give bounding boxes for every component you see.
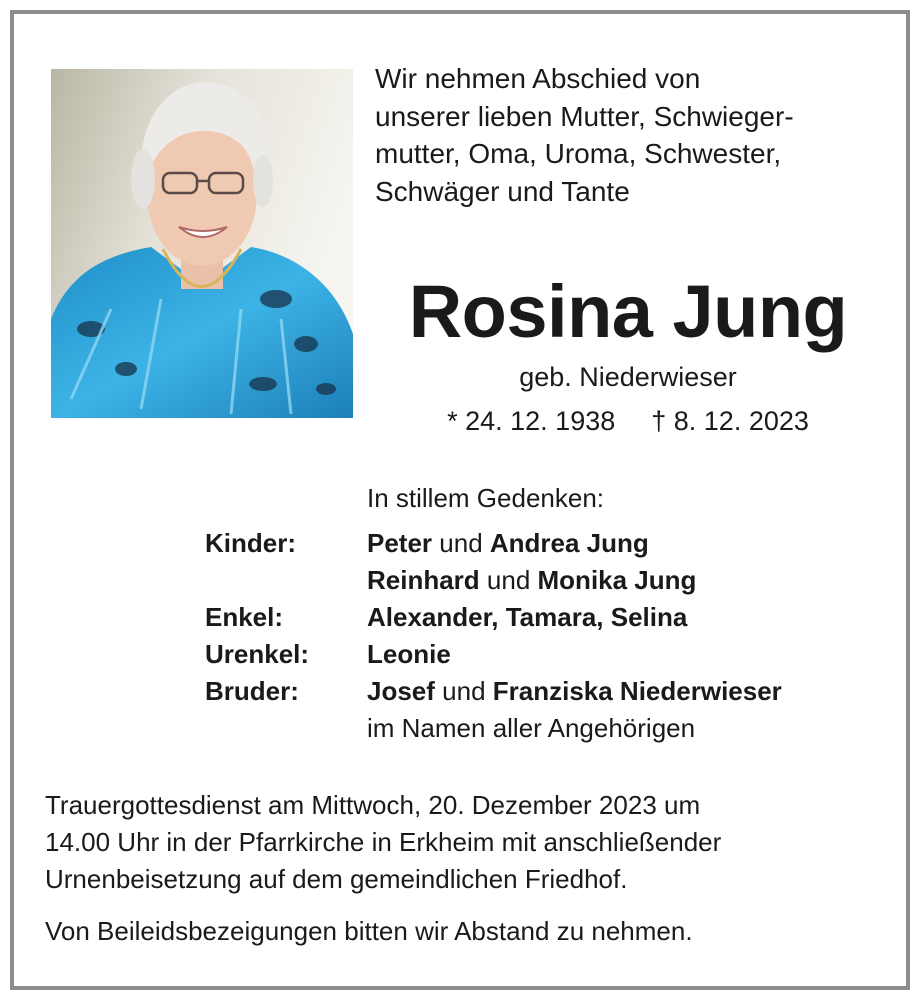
family-role (205, 710, 367, 747)
family-member-name: Peter (367, 528, 433, 558)
family-row (205, 636, 885, 673)
intro-line: Schwäger und Tante (375, 175, 630, 207)
memorial-heading: In stillem Gedenken: (367, 483, 605, 513)
family-member-name: Andrea Jung (489, 528, 649, 558)
intro-line: mutter, Oma, Uroma, Schwester, (375, 138, 782, 169)
intro-line: unserer lieben Mutter, Schwieger- (375, 100, 794, 132)
family-names (367, 710, 695, 747)
family-role: Bruder: (205, 676, 299, 706)
family-member-name: Franziska Niederwieser (492, 676, 782, 706)
family-names (367, 673, 782, 710)
birth-name: geb. Niederwieser (519, 362, 737, 392)
condolence-note: Von Beileidsbezeigungen bitten wir Abstand zu nehmen. (45, 916, 693, 946)
death-date: † 8. 12. 2023 (651, 406, 809, 436)
family-connector: und (479, 565, 538, 595)
deceased-name: Rosina Jung (408, 270, 848, 353)
family-names (367, 562, 696, 599)
service-info (45, 787, 895, 898)
family-member-name: Josef (367, 676, 435, 706)
family-row (205, 525, 885, 562)
portrait-photo (51, 69, 353, 418)
family-member-name: Reinhard (367, 565, 480, 595)
service-line: 14.00 Uhr in der Pfarrkirche in Erkheim mit anschließender (45, 827, 722, 857)
family-names (367, 525, 649, 562)
family-role: Urenkel: (205, 639, 310, 669)
service-line: Trauergottesdienst am Mittwoch, 20. Dezember 2023 um (45, 790, 701, 820)
family-row (205, 562, 885, 599)
service-line: Urnenbeisetzung auf dem gemeindlichen Friedhof. (45, 864, 628, 894)
family-row (205, 599, 885, 636)
family-role: Kinder: (205, 528, 296, 558)
family-role: Enkel: (205, 602, 284, 632)
family-row (205, 710, 885, 747)
family-names (367, 636, 451, 673)
intro-line: Wir nehmen Abschied von (375, 63, 701, 94)
life-dates (378, 404, 878, 438)
family-row (205, 673, 885, 710)
family-role (205, 562, 367, 599)
family-connector: und (432, 528, 490, 558)
family-names (367, 599, 687, 636)
family-list (205, 525, 885, 747)
farewell-intro (375, 60, 875, 210)
family-member-name: Leonie (367, 639, 451, 669)
family-member-name: Alexander, Tamara, Selina (367, 602, 688, 632)
family-connector: im Namen aller Angehörigen (367, 713, 696, 743)
family-member-name: Monika Jung (537, 565, 697, 595)
family-connector: und (434, 676, 493, 706)
birth-date: * 24. 12. 1938 (447, 406, 616, 436)
